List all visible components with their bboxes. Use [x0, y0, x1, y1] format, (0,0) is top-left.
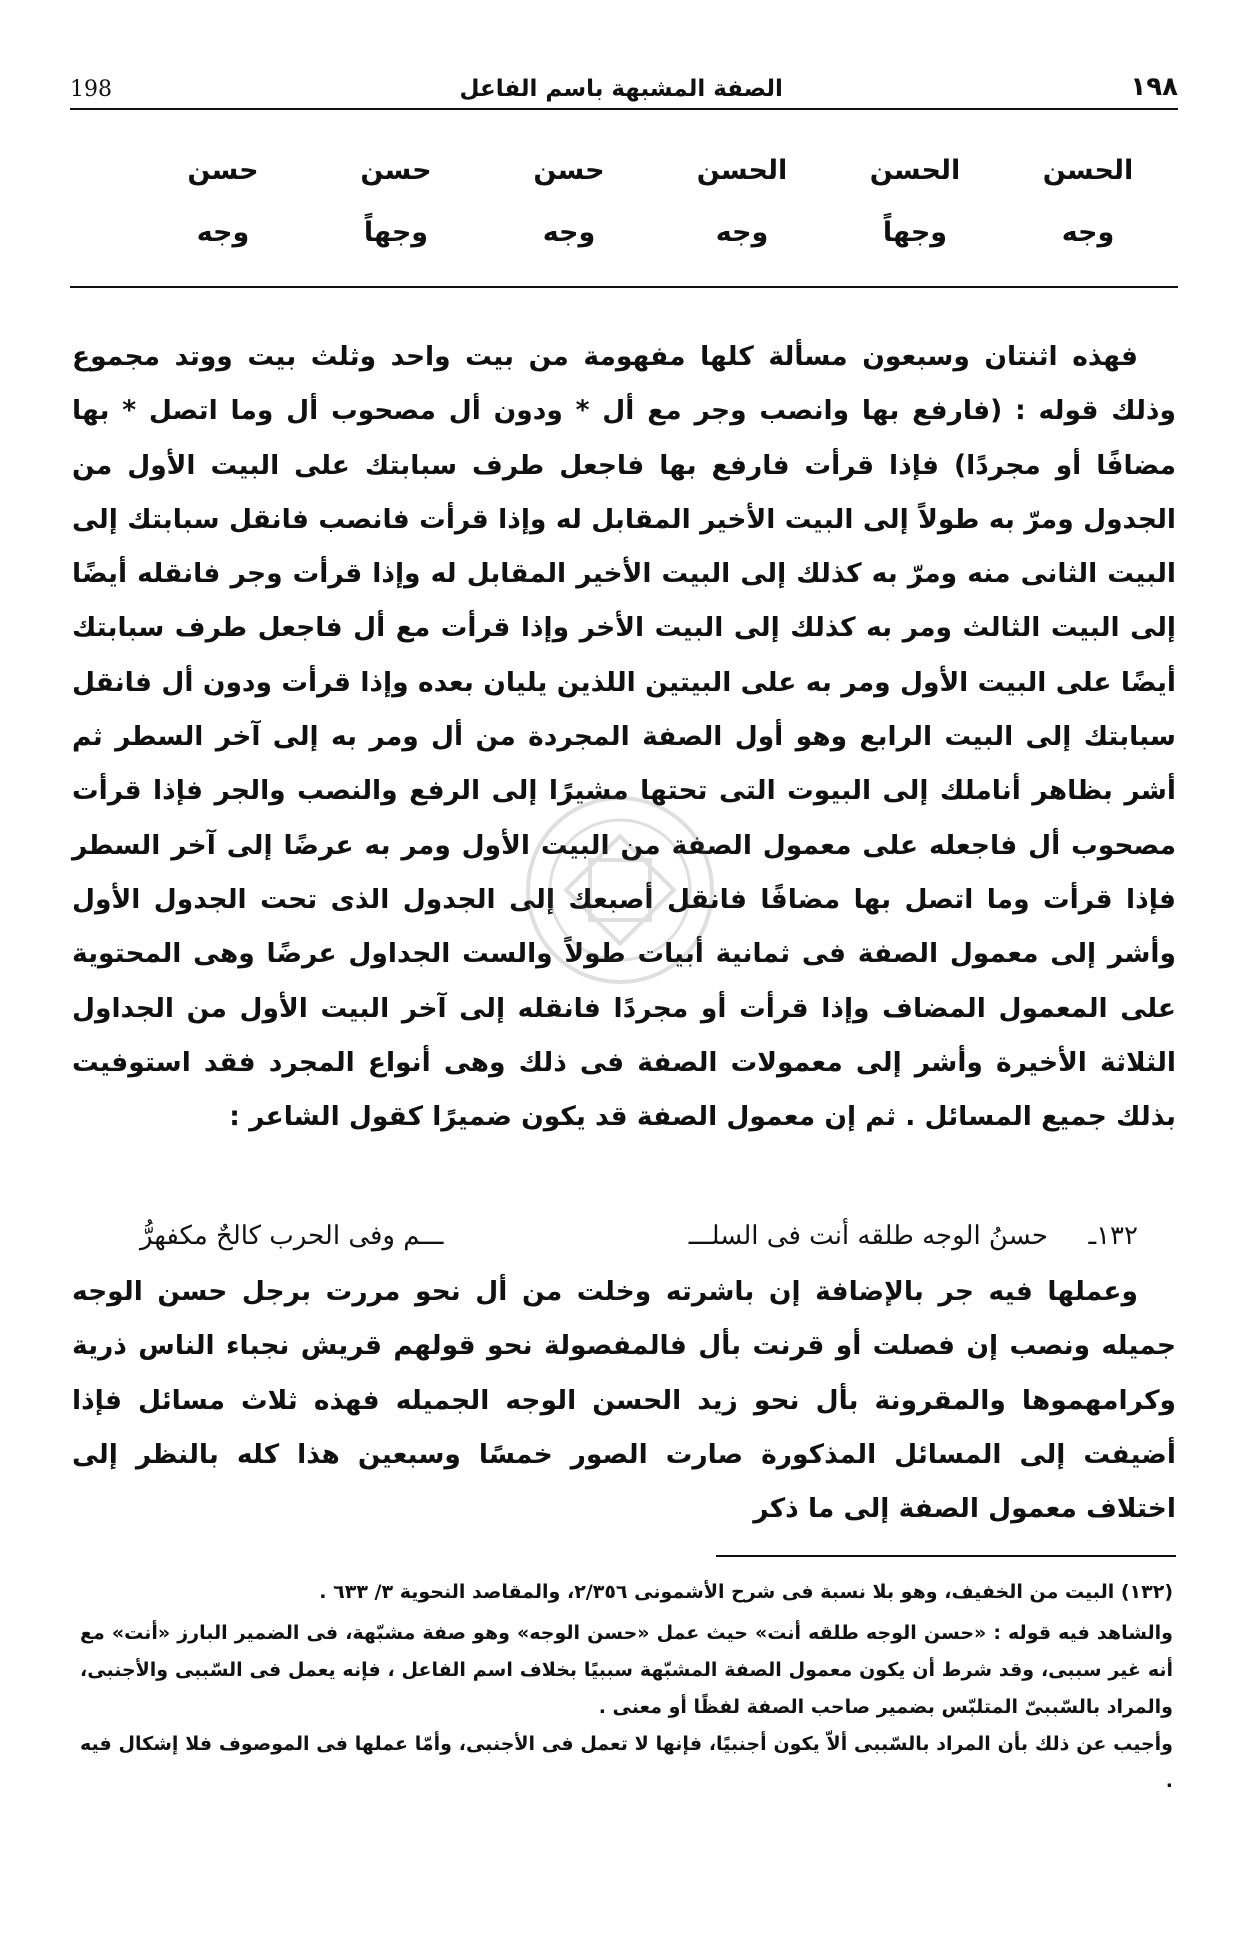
verse-second-hemistich: ـــم وفى الحرب كالحٌ مكفهرُّ	[140, 1221, 444, 1251]
paragraph-text: فهذه اثنتان وسبعون مسألة كلها مفهومة من بيت واحد وثلث بيت ووتد مجموع وذلك قوله : (فارفع بها وانصب وجر مع أل * ودون أل مصحوب أل وما اتصل * بها مضافًا أو مجردًا) فإذا قرأت فارفع بها فاجعل طرف سبابتك على البيت الأول من الجدول ومرّ به طولاً إلى البيت الأخير المقابل له وإذا قرأت فانصب فانقل سبابتك إلى البيت الثانى منه ومرّ به كذلك إلى البيت الأخير المقابل له وإذا قرأت وجر فانقله أيضًا إلى البيت الثالث ومر به كذلك إلى البيت الأخر وإذا قرأت مع أل فاجعل طرف سبابتك أيضًا على البيت الأول ومر به على البيتين اللذين يليان بعده وإذا قرأت ودون أل فانقل سبابتك إلى البيت الرابع وهو أول الصفة المجردة من أل ومر به إلى آخر السطر ثم أشر بظاهر أناملك إلى البيوت التى تحتها مشيرًا إلى الرفع والنصب والجر فإذا قرأت مصحوب أل فاجعله على معمول الصفة من البيت الأول ومر به عرضًا إلى آخر السطر فإذا قرأت وما اتصل بها مضافًا فانقل أصبعك إلى الجدول الذى تحت الجدول الأول وأشر إلى معمول الصفة فى ثمانية أبيات طولاً والست الجداول عرضًا وهى المحتوية على المعمول المضاف وإذا قرأت أو مجردًا فانقله إلى آخر البيت الأول من الجداول الثلاثة الأخيرة وأشر إلى معمولات الصفة فى ذلك وهى أنواع المجرد فقد استوفيت بذلك جميع المسائل . ثم إن معمول الصفة قد يكون ضميرًا كقول الشاعر :	[72, 341, 1176, 1133]
main-paragraph	[72, 330, 1176, 1144]
poetry-verse	[80, 1209, 1168, 1263]
library-seal-watermark	[520, 790, 720, 990]
table-column	[504, 140, 634, 264]
verse-number: ١٣٢ـ	[1088, 1221, 1138, 1251]
table-column	[677, 140, 807, 264]
table-column	[1023, 140, 1153, 264]
table-cell-top: الحسن	[696, 155, 788, 186]
table-column	[331, 140, 461, 264]
footnote-source: (١٣٢) البيت من الخفيف، وهو بلا نسبة فى شرح الأشمونى ٢/٣٥٦، والمقاصد النحوية ٣/ ٦٣٣ .	[319, 1581, 1173, 1603]
declension-table	[150, 140, 1153, 260]
table-column	[158, 140, 288, 264]
table-cell-bottom: وجه	[542, 217, 596, 248]
table-cell-bottom: وجهاً	[363, 217, 429, 248]
table-divider	[70, 286, 1178, 288]
second-paragraph	[72, 1265, 1176, 1536]
running-header	[70, 58, 1178, 110]
table-cell-top: الحسن	[1042, 155, 1134, 186]
footnote-witness: والشاهد فيه قوله : «حسن الوجه طلقه أنت» حيث عمل «حسن الوجه» وهو صفة مشبّهة، فى الضمير البارز «أنت» مع أنه غير سببى، وقد شرط أن يكون معمول الصفة المشبّهة سببيًا بخلاف اسم الفاعل ، فإنه يعمل فى السّببى والأجنبى، والمراد بالسّببىّ المتلبّس بضمير صاحب الصفة لفظًا أو معنى .	[80, 1622, 1173, 1718]
footnote-answer: وأجيب عن ذلك بأن المراد بالسّببى ألاّ يكون أجنبيًا، فإنها لا تعمل فى الأجنبى، وأمّا عملها فى الموصوف فلا إشكال فيه .	[80, 1733, 1173, 1792]
table-cell-bottom: وجه	[1061, 217, 1115, 248]
paragraph-text: وعملها فيه جر بالإضافة إن باشرته وخلت من أل نحو مررت برجل حسن الوجه جميله ونصب إن فصلت أو قرنت بأل فالمفصولة نحو قولهم قريش نجباء الناس ذرية وكرامهموها والمقرونة بأل نحو زيد الحسن الوجه الجميله فهذه ثلاث مسائل فإذا أضيفت إلى المسائل المذكورة صارت الصور خمسًا وسبعين هذا كله بالنظر إلى اختلاف معمول الصفة إلى ما ذكر	[72, 1276, 1176, 1525]
page-number-arabic: ١٩٨	[1130, 72, 1178, 102]
table-column	[850, 140, 980, 264]
table-cell-top: الحسن	[869, 155, 961, 186]
footnotes	[80, 1574, 1173, 1800]
table-cell-top: حسن	[187, 155, 259, 186]
table-cell-top: حسن	[360, 155, 432, 186]
table-cell-bottom: وجه	[715, 217, 769, 248]
chapter-title: الصفة المشبهة باسم الفاعل	[459, 76, 783, 102]
page-number-latin: 198	[70, 77, 112, 102]
verse-first-hemistich: حسنُ الوجه طلقه أنت فى السلـــ	[688, 1221, 1048, 1251]
footnote-divider	[716, 1555, 1176, 1557]
table-cell-bottom: وجهاً	[882, 217, 948, 248]
table-cell-bottom: وجه	[196, 217, 250, 248]
table-cell-top: حسن	[533, 155, 605, 186]
